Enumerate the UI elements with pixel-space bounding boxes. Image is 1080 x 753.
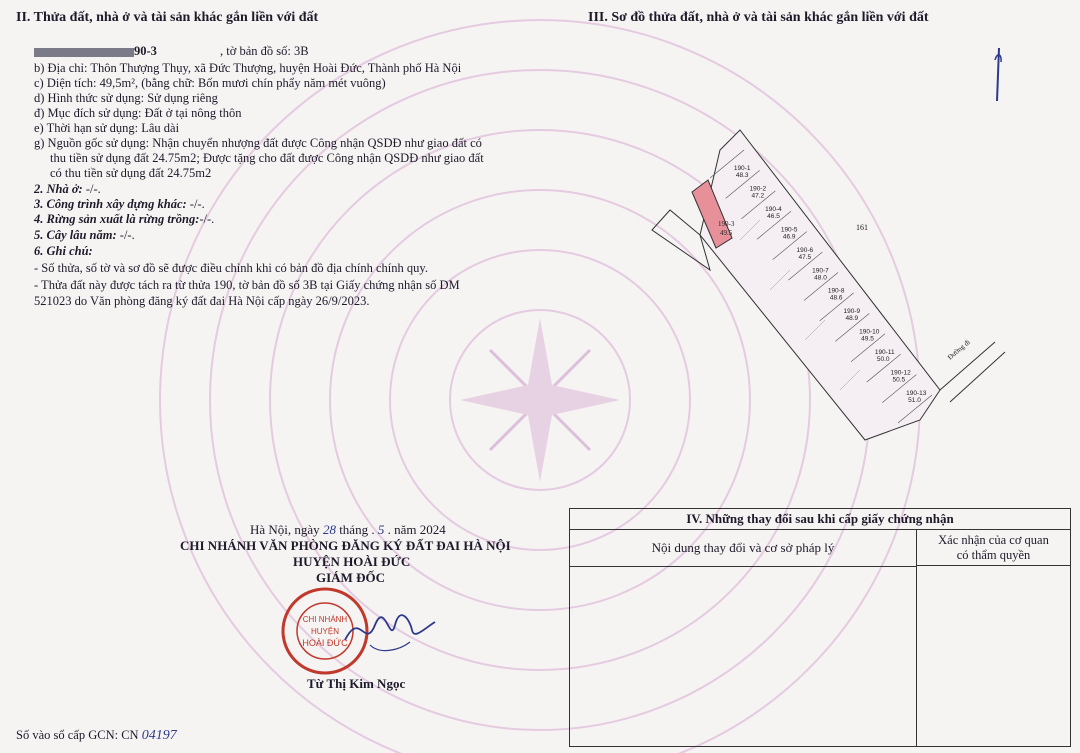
org-line1: CHI NHÁNH VĂN PHÒNG ĐĂNG KÝ ĐẤT ĐAI HÀ NỘI	[180, 538, 511, 553]
parcel-label: 190-8	[827, 287, 845, 295]
redacted-block	[34, 48, 134, 57]
parcel-label: 190-10	[859, 328, 880, 336]
parcel-area: 51.0	[908, 396, 921, 404]
line-g3: có thu tiền sử dụng đất 24.75m2	[50, 166, 212, 180]
parcel-area: 48.6	[829, 294, 843, 302]
svg-text:190-3: 190-3	[718, 220, 735, 228]
issue-date: Hà Nội, ngày 28 tháng . 5 . năm 2024	[250, 522, 446, 537]
line-4: 4. Rừng sản xuất là rừng trồng:-/-.	[34, 212, 215, 226]
parcel-area: 48.3	[735, 172, 749, 180]
line-a: 90-3 , tờ bản đồ số: 3B	[34, 44, 309, 58]
parcel-label: 190-11	[874, 348, 895, 356]
signer-title: GIÁM ĐỐC	[316, 570, 385, 585]
parcel-label: 190-5	[780, 226, 798, 234]
parcel-label: 190-9	[843, 308, 861, 316]
svg-text:49.5: 49.5	[720, 229, 733, 237]
org-line2: HUYỆN HOÀI ĐỨC	[293, 554, 411, 569]
register-number: Số vào sổ cấp GCN: CN 04197	[16, 728, 177, 743]
line-g1: g) Nguồn gốc sử dụng: Nhận chuyển nhượng đất được Công nhận QSDĐ như giao đất có	[34, 136, 482, 150]
svg-text:CHI NHÁNH: CHI NHÁNH	[302, 615, 348, 624]
parcel-label: 190-13	[906, 389, 927, 397]
parcel-label: 190-12	[890, 369, 911, 377]
table-divider	[916, 566, 917, 746]
line-2: 2. Nhà ở: -/-.	[34, 182, 101, 196]
svg-text:161: 161	[856, 223, 868, 232]
parcel-area: 49.5	[861, 335, 874, 343]
line-3: 3. Công trình xây dựng khác: -/-.	[34, 197, 205, 211]
svg-text:HUYỆN: HUYỆN	[310, 627, 340, 636]
parcel-area: 47.5	[798, 253, 812, 261]
table-title: IV. Những thay đổi sau khi cấp giấy chứng nhận	[570, 509, 1070, 530]
note-1: - Số thửa, số tờ và sơ đồ sẽ được điều chỉnh khi có bản đồ địa chính chính quy.	[34, 261, 428, 275]
line-dd: đ) Mục đích sử dụng: Đất ở tại nông thôn	[34, 106, 242, 120]
parcel-label: 190-7	[812, 267, 829, 275]
parcel-area: 50.5	[892, 376, 906, 384]
parcel-area: 47.2	[751, 192, 765, 200]
svg-text:Đường đi: Đường đi	[946, 338, 972, 362]
parcel-label: 190-1	[733, 165, 751, 173]
line-g2: thu tiền sử dụng đất 24.75m2; Được tặng cho đất được Công nhận QSDĐ như giao đất	[50, 151, 484, 165]
parcel-label: 190-4	[765, 206, 782, 214]
note-2b: 521023 do Văn phòng đăng ký đất đai Hà Nội cấp ngày 26/9/2023.	[34, 294, 370, 308]
parcel-label: 190-2	[749, 185, 767, 193]
parcel-area: 50.0	[876, 355, 890, 363]
line-6: 6. Ghi chú:	[34, 244, 93, 258]
svg-text:HOÀI ĐỨC: HOÀI ĐỨC	[302, 638, 348, 648]
table-col-confirm: Xác nhận của cơ quan có thẩm quyền	[917, 530, 1070, 566]
parcel-area: 46.9	[782, 233, 796, 241]
table-col-content: Nội dung thay đổi và cơ sở pháp lý	[570, 530, 917, 567]
handwritten-signature	[340, 600, 440, 660]
line-5: 5. Cây lâu năm: -/-.	[34, 228, 135, 242]
section-ii-heading: II. Thửa đất, nhà ở và tài sản khác gắn liền với đất	[16, 10, 319, 25]
parcel-area: 46.5	[767, 213, 780, 221]
line-b: b) Địa chỉ: Thôn Thượng Thụy, xã Đức Thượng, huyện Hoài Đức, Thành phố Hà Nội	[34, 61, 462, 75]
section-iii-heading: III. Sơ đồ thửa đất, nhà ở và tài sản khác gắn liền với đất	[588, 10, 929, 25]
parcel-area: 48.0	[814, 274, 827, 282]
line-e: e) Thời hạn sử dụng: Lâu dài	[34, 121, 180, 135]
parcel-label: 190-6	[796, 246, 814, 254]
line-c: c) Diện tích: 49,5m², (bằng chữ: Bốn mươi chín phẩy năm mét vuông)	[34, 76, 386, 90]
parcel-area: 48.9	[845, 315, 859, 323]
line-d: d) Hình thức sử dụng: Sử dụng riêng	[34, 91, 218, 105]
signer-name: Từ Thị Kim Ngọc	[307, 676, 406, 691]
parcel-map	[640, 120, 1020, 450]
note-2a: - Thửa đất này được tách ra từ thửa 190, tờ bản đồ số 3B tại Giấy chứng nhận số DM	[34, 278, 460, 292]
ink-mark	[992, 46, 1006, 106]
changes-table	[569, 508, 1071, 747]
